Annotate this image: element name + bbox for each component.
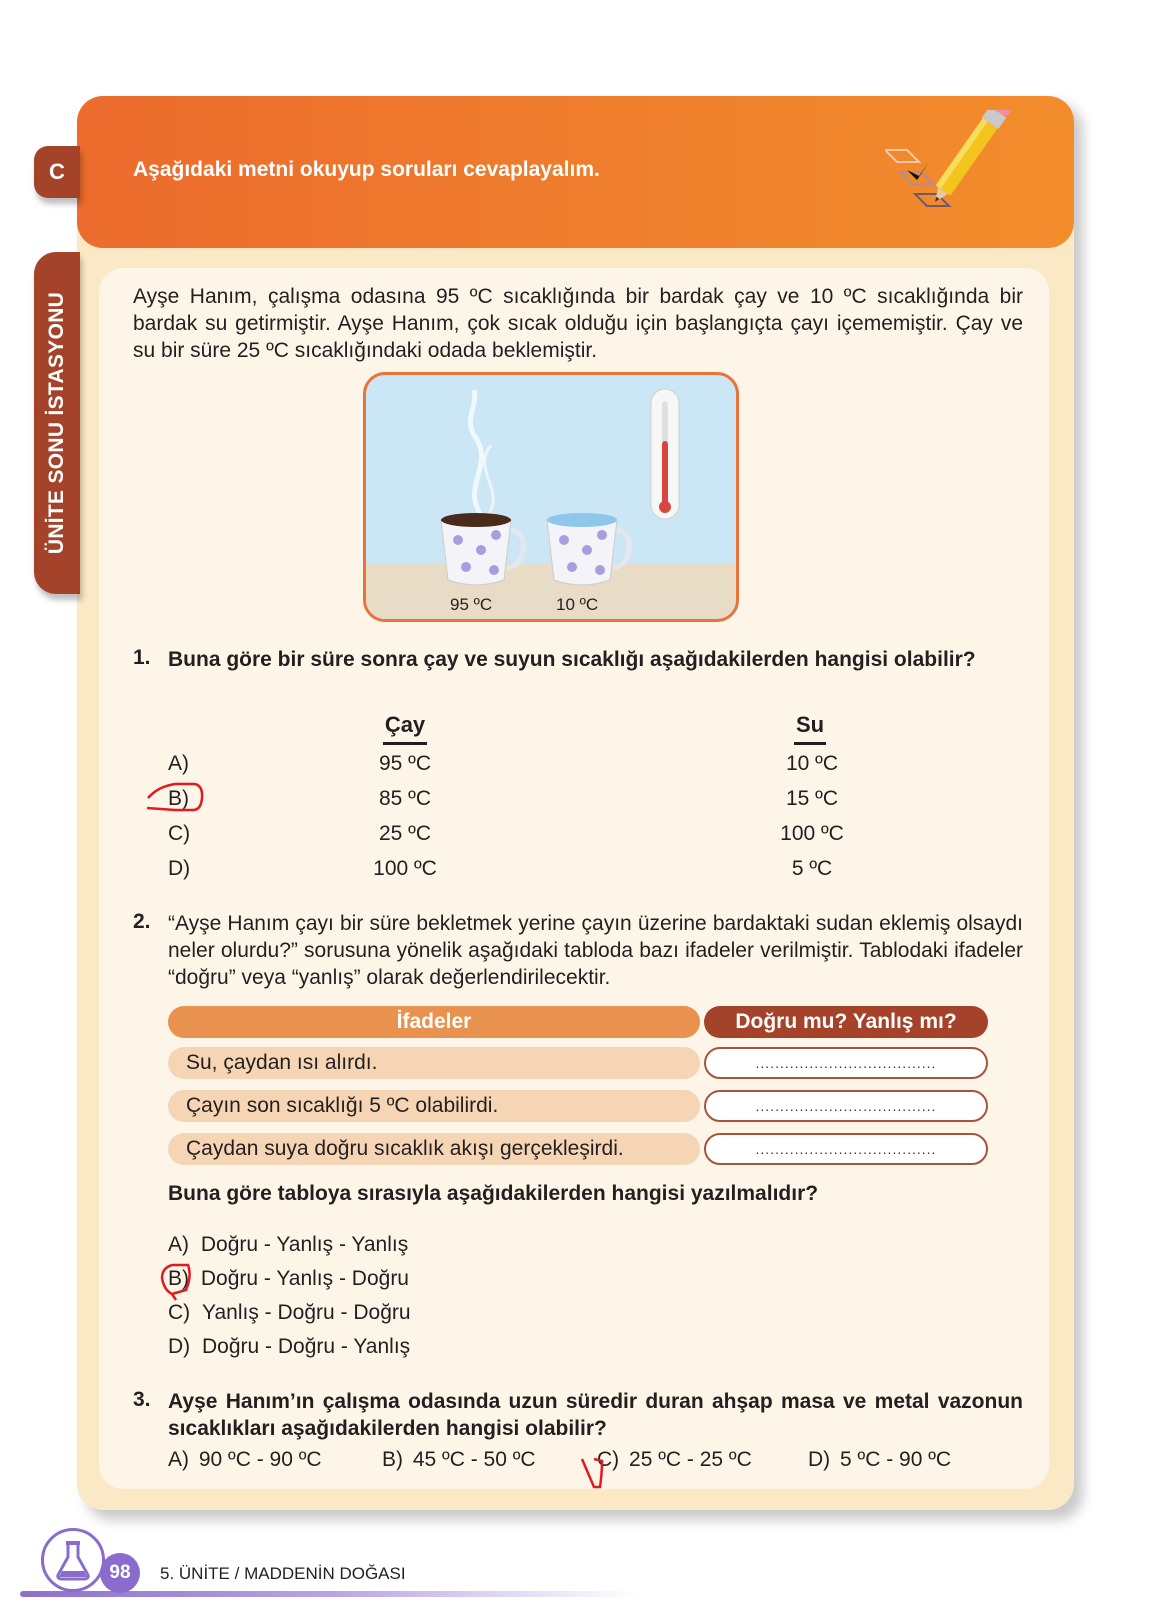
option-label: A) — [168, 1233, 189, 1256]
pencil-checklist-icon — [885, 110, 1055, 220]
water-value: 5 ºC — [791, 857, 833, 880]
option-label: B) — [382, 1448, 403, 1471]
option-label: C) — [168, 1301, 191, 1324]
header-title: Aşağıdaki metni okuyup soruları cevaplayalım. — [133, 158, 600, 181]
section-letter-tab: C — [34, 146, 80, 198]
question3-option-d[interactable] — [808, 1448, 951, 1472]
question3-option-c[interactable] — [597, 1448, 752, 1472]
column-header-tea-label: Çay — [384, 712, 426, 737]
option-label: D) — [168, 1335, 191, 1358]
option-label: C) — [168, 822, 191, 845]
tea-value: 25 ºC — [378, 822, 432, 845]
table-row-statement-1: Su, çaydan ısı alırdı. — [168, 1047, 700, 1079]
tea-cup-label: 95 ºC — [450, 595, 493, 614]
tea-value: 95 ºC — [378, 752, 432, 775]
intro-paragraph: Ayşe Hanım, çalışma odasına 95 ºC sıcaklığında bir bardak çay ve 10 ºC sıcaklığında bir bardak su getirmiştir. Ayşe Hanım, çok sıcak olduğu için başlangıçta çayı içememiştir. Çay ve su bir süre 25 ºC sıcaklığındaki odada beklemiştir. — [133, 285, 1023, 362]
water-value: 100 ºC — [780, 822, 844, 845]
column-header-tea — [370, 712, 440, 745]
question3-option-a[interactable] — [168, 1448, 322, 1472]
option-text: Doğru - Yanlış - Doğru — [200, 1267, 409, 1290]
column-header-water-label: Su — [795, 712, 825, 737]
option-label: A) — [168, 1448, 189, 1471]
question1-number: 1. — [133, 646, 151, 669]
option-label: C) — [597, 1448, 620, 1471]
table-row-statement-2: Çayın son sıcaklığı 5 ºC olabilirdi. — [168, 1090, 700, 1122]
option-text: Yanlış - Doğru - Doğru — [202, 1301, 411, 1324]
page-number: 98 — [100, 1553, 140, 1593]
column-header-water — [780, 712, 840, 745]
cups-thermometer-icon — [366, 375, 739, 622]
underline — [383, 742, 427, 745]
option-text: 45 ºC - 50 ºC — [412, 1448, 536, 1471]
side-tab-label: ÜNİTE SONU İSTASYONU — [45, 291, 68, 555]
answer-field-1[interactable]: ..................................... — [704, 1047, 988, 1079]
table-row-statement-3: Çaydan suya doğru sıcaklık akışı gerçekleşirdi. — [168, 1133, 700, 1165]
option-label: B) — [168, 1267, 189, 1290]
option-text: 25 ºC - 25 ºC — [629, 1448, 752, 1471]
question3-number: 3. — [133, 1388, 151, 1411]
water-value: 15 ºC — [785, 787, 839, 810]
table-header-statements: İfadeler — [168, 1006, 700, 1038]
option-label: A) — [168, 752, 189, 775]
question2-option-c[interactable] — [168, 1301, 411, 1325]
option-text: 5 ºC - 90 ºC — [840, 1448, 952, 1471]
question2-number: 2. — [133, 910, 151, 933]
underline — [794, 742, 826, 745]
table-header-true-false: Doğru mu? Yanlış mı? — [704, 1006, 988, 1038]
answer-field-3[interactable]: ..................................... — [704, 1133, 988, 1165]
tea-value: 85 ºC — [378, 787, 432, 810]
question3-text: Ayşe Hanım’ın çalışma odasında uzun süredir duran ahşap masa ve metal vazonun sıcaklıkları aşağıdakilerden hangisi olabilir? — [168, 1390, 1023, 1440]
question2-option-d[interactable] — [168, 1335, 410, 1359]
option-text: Doğru - Yanlış - Yanlış — [200, 1233, 409, 1256]
question2-option-b[interactable] — [168, 1267, 409, 1291]
option-label: D) — [808, 1448, 831, 1471]
answer-field-2[interactable]: ..................................... — [704, 1090, 988, 1122]
question1-text: Buna göre bir süre sonra çay ve suyun sıcaklığı aşağıdakilerden hangisi olabilir? — [168, 648, 976, 671]
option-label: D) — [168, 857, 191, 880]
flask-badge — [41, 1528, 105, 1592]
option-text: 90 ºC - 90 ºC — [198, 1448, 322, 1471]
question2-text: “Ayşe Hanım çayı bir süre bekletmek yerine çayın üzerine bardaktaki sudan eklemiş olsaydı neler olurdu?” sorusuna yönelik aşağıdaki tabloda bazı ifadeler verilmiştir. Tablodaki ifadeler “doğru” veya “yanlış” olarak değerlendirilecektir. — [168, 912, 1023, 989]
flask-icon — [44, 1531, 102, 1589]
question3-option-b[interactable] — [382, 1448, 536, 1472]
tea-value: 100 ºC — [373, 857, 437, 880]
tea-water-illustration — [363, 372, 739, 622]
option-label: B) — [168, 787, 189, 810]
question2-option-a[interactable] — [168, 1233, 408, 1257]
unit-title: 5. ÜNİTE / MADDENİN DOĞASI — [160, 1564, 406, 1583]
water-cup-label: 10 ºC — [556, 595, 599, 614]
option-text: Doğru - Doğru - Yanlış — [202, 1335, 411, 1358]
water-value: 10 ºC — [785, 752, 839, 775]
question2-subquestion: Buna göre tabloya sırasıyla aşağıdakilerden hangisi yazılmalıdır? — [168, 1182, 819, 1205]
